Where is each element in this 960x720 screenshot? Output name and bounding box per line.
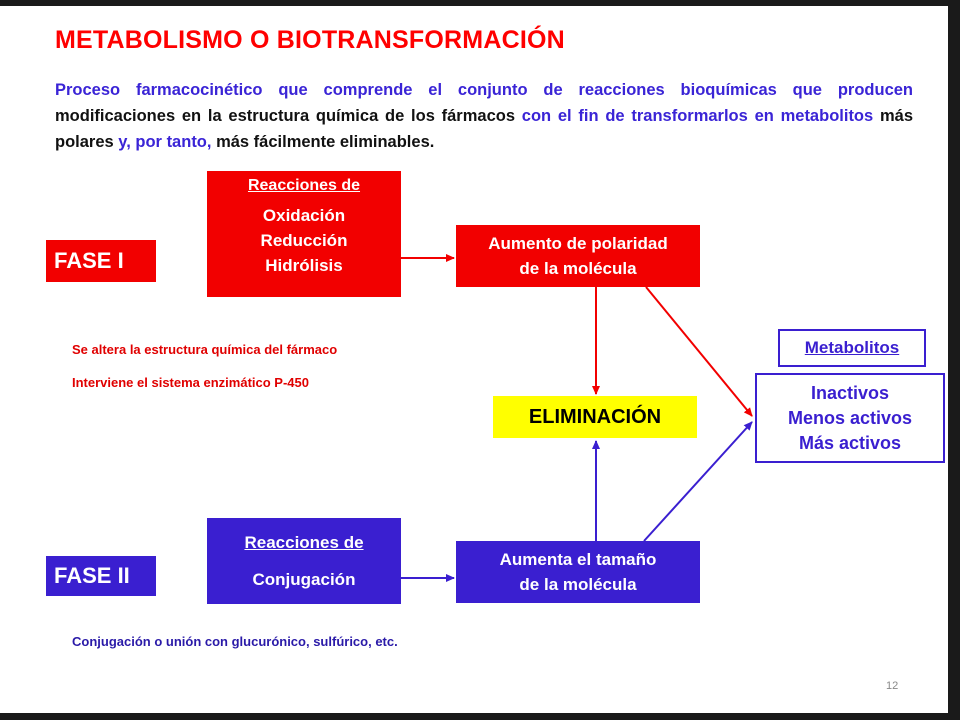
phase2-result-line1: Aumenta el tamaño xyxy=(499,550,657,569)
reaction-oxidation: Oxidación xyxy=(262,206,346,225)
page-number: 12 xyxy=(886,680,899,692)
metabolites-header: Metabolitos xyxy=(804,338,900,357)
phase2-label: FASE II xyxy=(54,563,130,588)
intro-seg3: con el fin de transformarlos en metabolitos xyxy=(521,107,874,125)
phase1-result-line2: de la molécula xyxy=(519,259,637,278)
phase2-reactions-box xyxy=(207,518,401,604)
phase2-label-box xyxy=(46,556,156,596)
phase2-note: Conjugación o unión con glucurónico, sulfúrico, etc. xyxy=(72,634,398,649)
slide-title: METABOLISMO O BIOTRANSFORMACIÓN xyxy=(55,26,565,54)
elimination-label: ELIMINACIÓN xyxy=(528,405,662,428)
phase1-result-box xyxy=(456,225,700,287)
intro-seg5: y, por tanto, xyxy=(118,133,212,151)
phase1-label: FASE I xyxy=(54,248,124,273)
phase1-reactions-box xyxy=(207,171,401,297)
phase1-reactions-header: Reacciones de xyxy=(247,177,361,194)
metabolites-list-box xyxy=(755,373,945,463)
metabolite-inactive: Inactivos xyxy=(810,382,890,403)
intro-seg1: Proceso farmacocinético que comprende el conjunto de reacciones bioquímicas que producen xyxy=(55,81,913,99)
reaction-reduction: Reducción xyxy=(260,231,348,250)
reaction-hydrolysis: Hidrólisis xyxy=(265,256,343,275)
metabolite-less-active: Menos activos xyxy=(787,407,913,428)
intro-seg2: modificaciones en la estructura química de los fármacos xyxy=(55,107,522,125)
phase1-reactions-list xyxy=(261,203,348,278)
phase1-note-1: Se altera la estructura química del fármaco xyxy=(72,342,338,357)
phase2-result-box xyxy=(456,541,700,603)
phase1-note-2: Interviene el sistema enzimático P-450 xyxy=(72,375,309,390)
phase2-result-line2: de la molécula xyxy=(519,575,637,594)
elimination-box xyxy=(493,396,697,438)
intro-seg6: más fácilmente eliminables. xyxy=(211,133,435,151)
phase2-reactions-header: Reacciones de xyxy=(244,532,364,552)
metabolite-more-active: Más activos xyxy=(798,432,902,453)
phase1-result-line1: Aumento de polaridad xyxy=(488,234,668,253)
phase2-reaction: Conjugación xyxy=(252,569,356,589)
intro-seg4: más polares xyxy=(55,107,913,151)
metabolites-header-box xyxy=(778,329,926,367)
phase1-label-box xyxy=(46,240,156,282)
arrow-result2-to-metabolites xyxy=(644,422,752,541)
